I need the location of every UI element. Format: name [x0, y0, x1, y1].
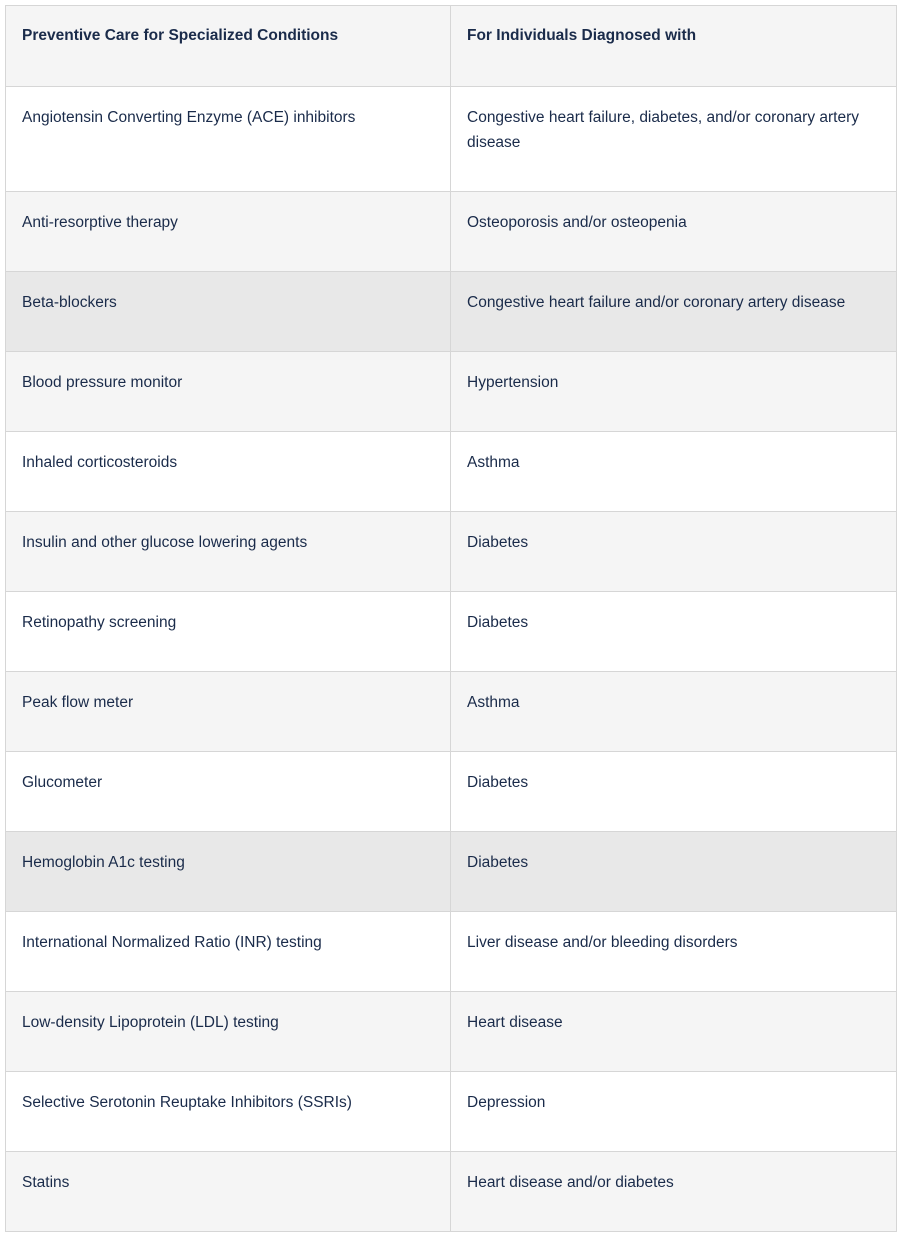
care-cell: Insulin and other glucose lowering agents: [6, 512, 451, 592]
table-row: [6, 352, 897, 432]
table-row: [6, 512, 897, 592]
care-cell: Hemoglobin A1c testing: [6, 832, 451, 912]
diagnosis-cell: Hypertension: [451, 352, 897, 432]
care-cell: Low-density Lipoprotein (LDL) testing: [6, 992, 451, 1072]
diagnosis-cell: Diabetes: [451, 752, 897, 832]
table-row: [6, 1152, 897, 1232]
table-row: [6, 752, 897, 832]
preventive-care-table-container: [5, 5, 896, 1232]
table-row: [6, 992, 897, 1072]
diagnosis-cell: Diabetes: [451, 592, 897, 672]
preventive-care-table: [5, 5, 897, 1232]
diagnosis-cell: Asthma: [451, 672, 897, 752]
care-cell: Glucometer: [6, 752, 451, 832]
diagnosis-cell: Heart disease: [451, 992, 897, 1072]
table-row: [6, 272, 897, 352]
diagnosis-cell: Asthma: [451, 432, 897, 512]
care-cell: Angiotensin Converting Enzyme (ACE) inhibitors: [6, 87, 451, 192]
table-row: [6, 192, 897, 272]
table-row: [6, 1072, 897, 1152]
table-row: [6, 832, 897, 912]
table-row: [6, 87, 897, 192]
care-cell: Statins: [6, 1152, 451, 1232]
table-row: [6, 672, 897, 752]
diagnosis-cell: Diabetes: [451, 832, 897, 912]
care-cell: Beta-blockers: [6, 272, 451, 352]
column-header-diagnosis: For Individuals Diagnosed with: [451, 6, 897, 87]
diagnosis-cell: Liver disease and/or bleeding disorders: [451, 912, 897, 992]
diagnosis-cell: Heart disease and/or diabetes: [451, 1152, 897, 1232]
care-cell: International Normalized Ratio (INR) testing: [6, 912, 451, 992]
care-cell: Peak flow meter: [6, 672, 451, 752]
care-cell: Selective Serotonin Reuptake Inhibitors (SSRIs): [6, 1072, 451, 1152]
diagnosis-cell: Diabetes: [451, 512, 897, 592]
column-header-care: Preventive Care for Specialized Conditions: [6, 6, 451, 87]
care-cell: Blood pressure monitor: [6, 352, 451, 432]
diagnosis-cell: Depression: [451, 1072, 897, 1152]
care-cell: Inhaled corticosteroids: [6, 432, 451, 512]
care-cell: Anti-resorptive therapy: [6, 192, 451, 272]
table-row: [6, 912, 897, 992]
table-header-row: [6, 6, 897, 87]
table-row: [6, 432, 897, 512]
care-cell: Retinopathy screening: [6, 592, 451, 672]
diagnosis-cell: Congestive heart failure, diabetes, and/or coronary artery disease: [451, 87, 897, 192]
diagnosis-cell: Osteoporosis and/or osteopenia: [451, 192, 897, 272]
table-row: [6, 592, 897, 672]
diagnosis-cell: Congestive heart failure and/or coronary artery disease: [451, 272, 897, 352]
